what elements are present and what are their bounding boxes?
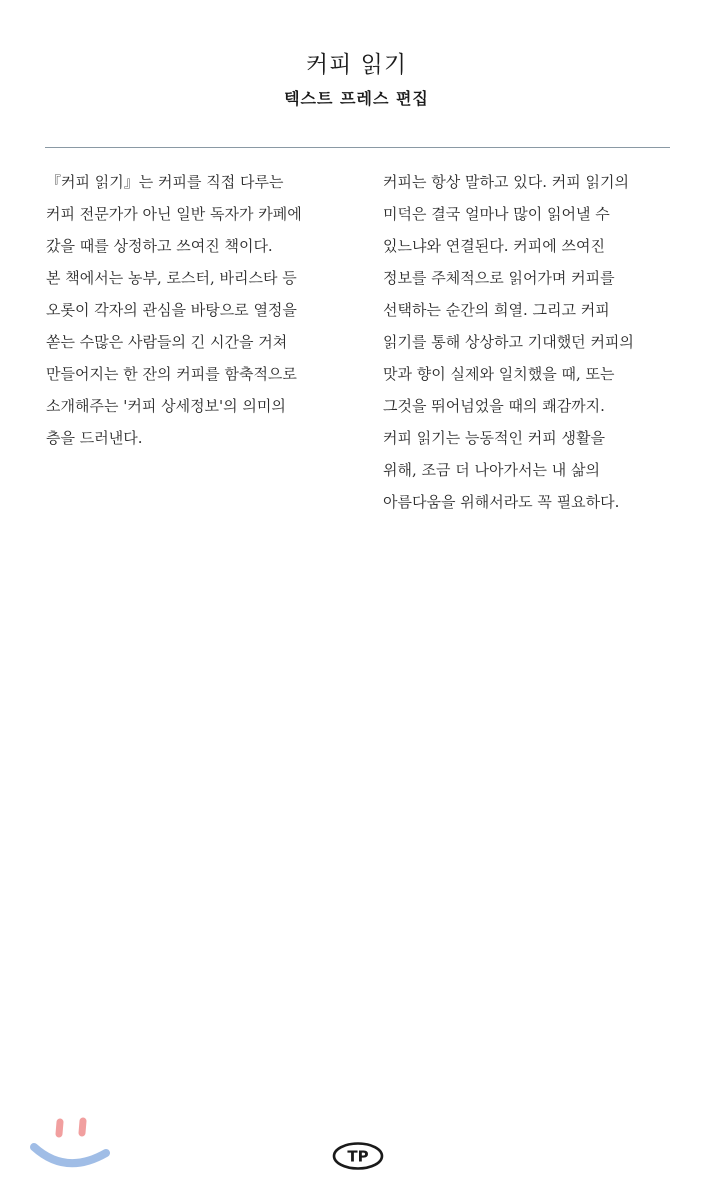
text-line: 커피 전문가가 아닌 일반 독자가 카페에 bbox=[46, 205, 302, 223]
text-line: 아름다움을 위해서라도 꼭 필요하다. bbox=[383, 493, 620, 511]
text-line: 읽기를 통해 상상하고 기대했던 커피의 bbox=[383, 333, 634, 351]
text-line: 맛과 향이 실제와 일치했을 때, 또는 bbox=[383, 365, 615, 383]
tp-logo bbox=[332, 1141, 384, 1171]
text-line: 미덕은 결국 얼마나 많이 읽어낼 수 bbox=[383, 205, 610, 223]
text-line: 소개해주는 '커피 상세정보'의 의미의 bbox=[46, 397, 286, 415]
text-line: 만들어지는 한 잔의 커피를 함축적으로 bbox=[46, 365, 297, 383]
text-line: 층을 드러낸다. bbox=[46, 429, 143, 447]
left-column bbox=[46, 166, 302, 454]
text-line: 갔을 때를 상정하고 쓰여진 책이다. bbox=[46, 237, 273, 255]
right-column bbox=[383, 166, 634, 518]
text-line: 『커피 읽기』는 커피를 직접 다루는 bbox=[46, 173, 284, 191]
smiley-left-eye bbox=[59, 1122, 60, 1134]
page-subtitle: 텍스트 프레스 편집 bbox=[284, 89, 429, 108]
text-line: 선택하는 순간의 희열. 그리고 커피 bbox=[383, 301, 610, 319]
text-line: 쏟는 수많은 사람들의 긴 시간을 거쳐 bbox=[46, 333, 288, 351]
header-divider bbox=[45, 147, 670, 148]
text-line: 커피 읽기는 능동적인 커피 생활을 bbox=[383, 429, 605, 447]
text-line: 오롯이 각자의 관심을 바탕으로 열정을 bbox=[46, 301, 297, 319]
text-line: 그것을 뛰어넘었을 때의 쾌감까지. bbox=[383, 397, 605, 415]
tp-logo-text: TP bbox=[347, 1147, 369, 1166]
text-line: 정보를 주체적으로 읽어가며 커피를 bbox=[383, 269, 615, 287]
page-title: 커피 읽기 bbox=[305, 52, 408, 78]
text-line: 있느냐와 연결된다. 커피에 쓰여진 bbox=[383, 237, 605, 255]
smiley-icon bbox=[26, 1110, 116, 1180]
text-line: 본 책에서는 농부, 로스터, 바리스타 등 bbox=[46, 269, 297, 287]
text-line: 커피는 항상 말하고 있다. 커피 읽기의 bbox=[383, 173, 629, 191]
smiley-right-eye bbox=[82, 1121, 83, 1133]
smiley-mouth bbox=[34, 1147, 106, 1163]
text-line: 위해, 조금 더 나아가서는 내 삶의 bbox=[383, 461, 600, 479]
